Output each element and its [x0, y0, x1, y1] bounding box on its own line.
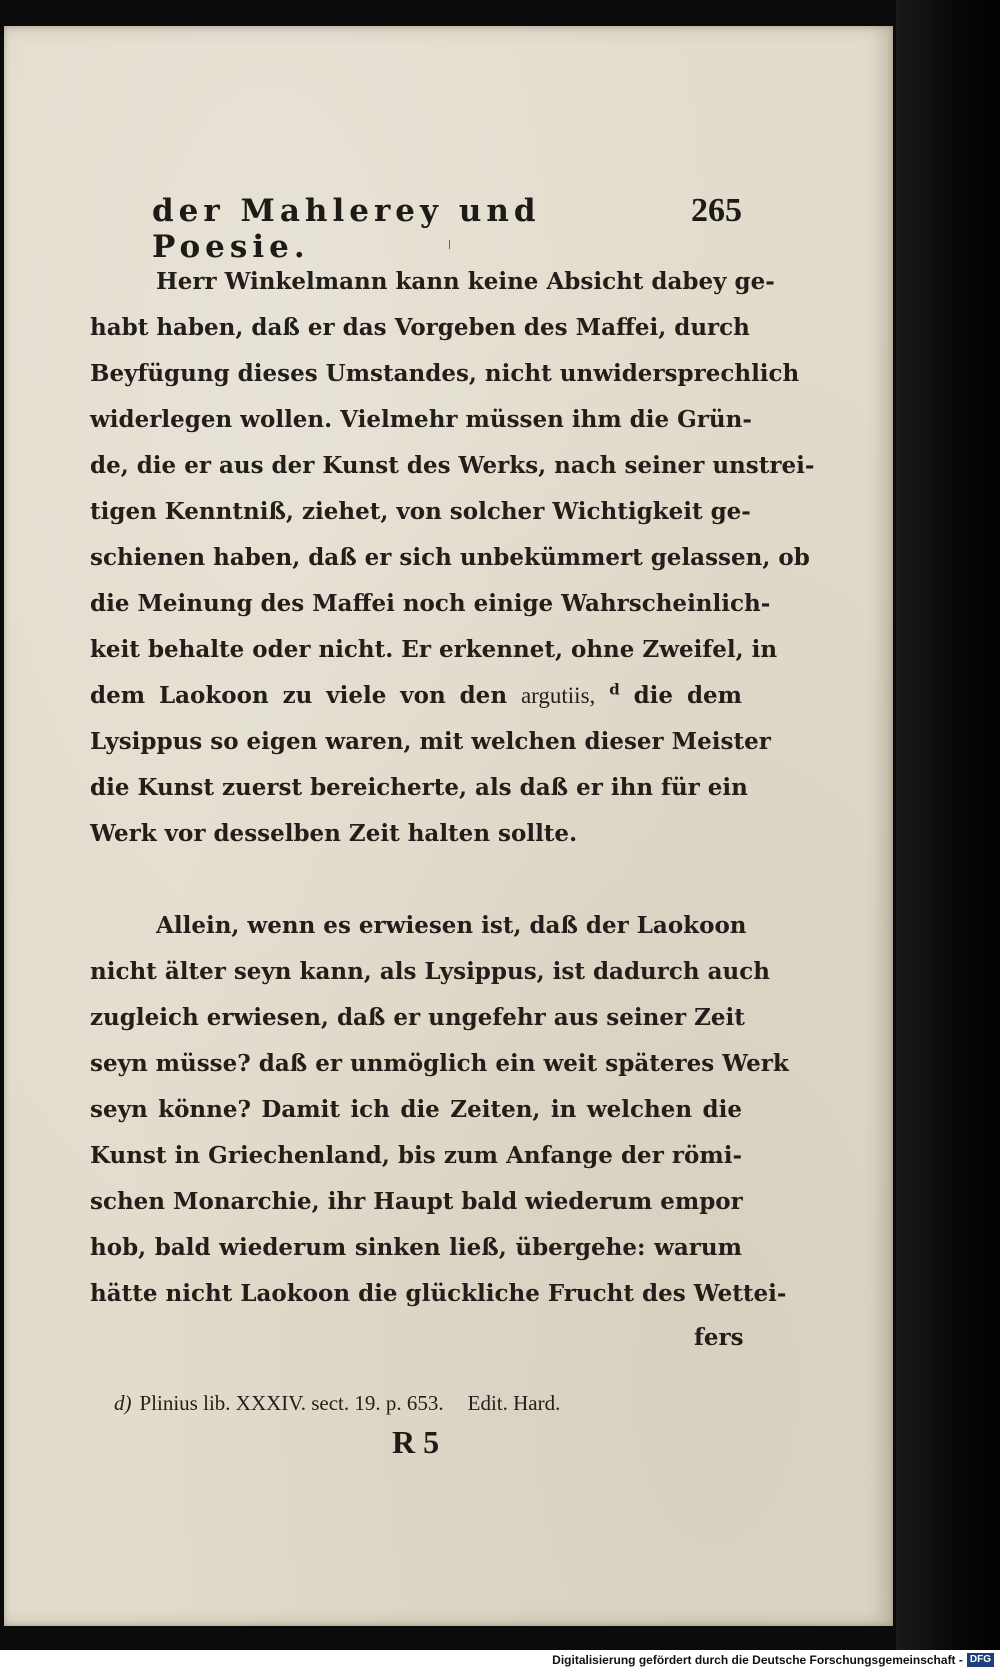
book-page: [4, 26, 893, 1626]
paragraph-2: [90, 903, 789, 1317]
signature-mark: R 5: [392, 1424, 440, 1460]
text-line: Beyfügung dieses Umstandes, nicht unwidersprechlich: [90, 360, 800, 387]
text-line: hob, bald wiederum sinken ließ, übergehe: warum: [90, 1234, 742, 1261]
footnote-marker: d): [114, 1391, 132, 1415]
text-line: widerlegen wollen. Vielmehr müssen ihm die Grün-: [90, 406, 752, 433]
footnote-reference: d: [609, 680, 620, 699]
running-title: der Mahlerey und Poesie.: [152, 193, 541, 265]
dfg-logo-icon[interactable]: DFG: [967, 1653, 994, 1667]
text-line: schen Monarchie, ihr Haupt bald wiederum empor: [90, 1188, 743, 1215]
text-line: tigen Kenntniß, ziehet, von solcher Wichtigkeit ge-: [90, 498, 751, 525]
text-line: die Kunst zuerst bereicherte, als daß er ihn für ein: [90, 774, 748, 801]
running-head: [152, 192, 742, 265]
text-line: nicht älter seyn kann, als Lysippus, ist dadurch auch: [90, 958, 770, 985]
page-number: 265: [691, 192, 742, 229]
text-line-head: dem Laokoon zu viele von den: [90, 682, 508, 709]
text-line: Werk vor desselben Zeit halten sollte.: [90, 820, 578, 847]
text-line: hätte nicht Laokoon die glückliche Frucht des Wettei-: [90, 1280, 787, 1307]
text-line: seyn müsse? daß er unmöglich ein weit späteres Werk: [90, 1050, 789, 1077]
text-line: keit behalte oder nicht. Er erkennet, ohne Zweifel, in: [90, 636, 778, 663]
digitization-footer: [0, 1650, 1000, 1670]
text-line: die Meinung des Maffei noch einige Wahrscheinlich-: [90, 590, 771, 617]
text-line-tail: die dem: [633, 682, 742, 709]
text-line-with-footnote-ref: [90, 673, 742, 719]
footnote-text: Plinius lib. XXXIV. sect. 19. p. 653.: [139, 1391, 444, 1415]
book-cover-edge: [896, 0, 1000, 1650]
text-line: seyn könne? Damit ich die Zeiten, in welchen die: [90, 1096, 742, 1123]
text-line: Herr Winkelmann kann keine Absicht dabey ge-: [156, 268, 775, 295]
text-line: Lysippus so eigen waren, mit welchen dieser Meister: [90, 728, 771, 755]
digitization-notice: Digitalisierung gefördert durch die Deutsche Forschungsgemeinschaft -: [552, 1653, 963, 1667]
footnote: [114, 1391, 754, 1416]
text-line: zugleich erwiesen, daß er ungefehr aus seiner Zeit: [90, 1004, 745, 1031]
text-line: habt haben, daß er das Vorgeben des Maffei, durch: [90, 314, 750, 341]
text-line: Allein, wenn es erwiesen ist, daß der Laokoon: [156, 912, 747, 939]
paragraph-1: [90, 259, 815, 857]
catchword: fers: [694, 1324, 744, 1351]
footnote-edition: Edit. Hard.: [467, 1391, 561, 1415]
latin-word: argutiis,: [520, 683, 596, 708]
text-line: Kunst in Griechenland, bis zum Anfange der römi-: [90, 1142, 742, 1169]
text-line: schienen haben, daß er sich unbekümmert gelassen, ob: [90, 544, 810, 571]
ink-mark: [449, 240, 450, 249]
text-line: de, die er aus der Kunst des Werks, nach seiner unstrei-: [90, 452, 815, 479]
